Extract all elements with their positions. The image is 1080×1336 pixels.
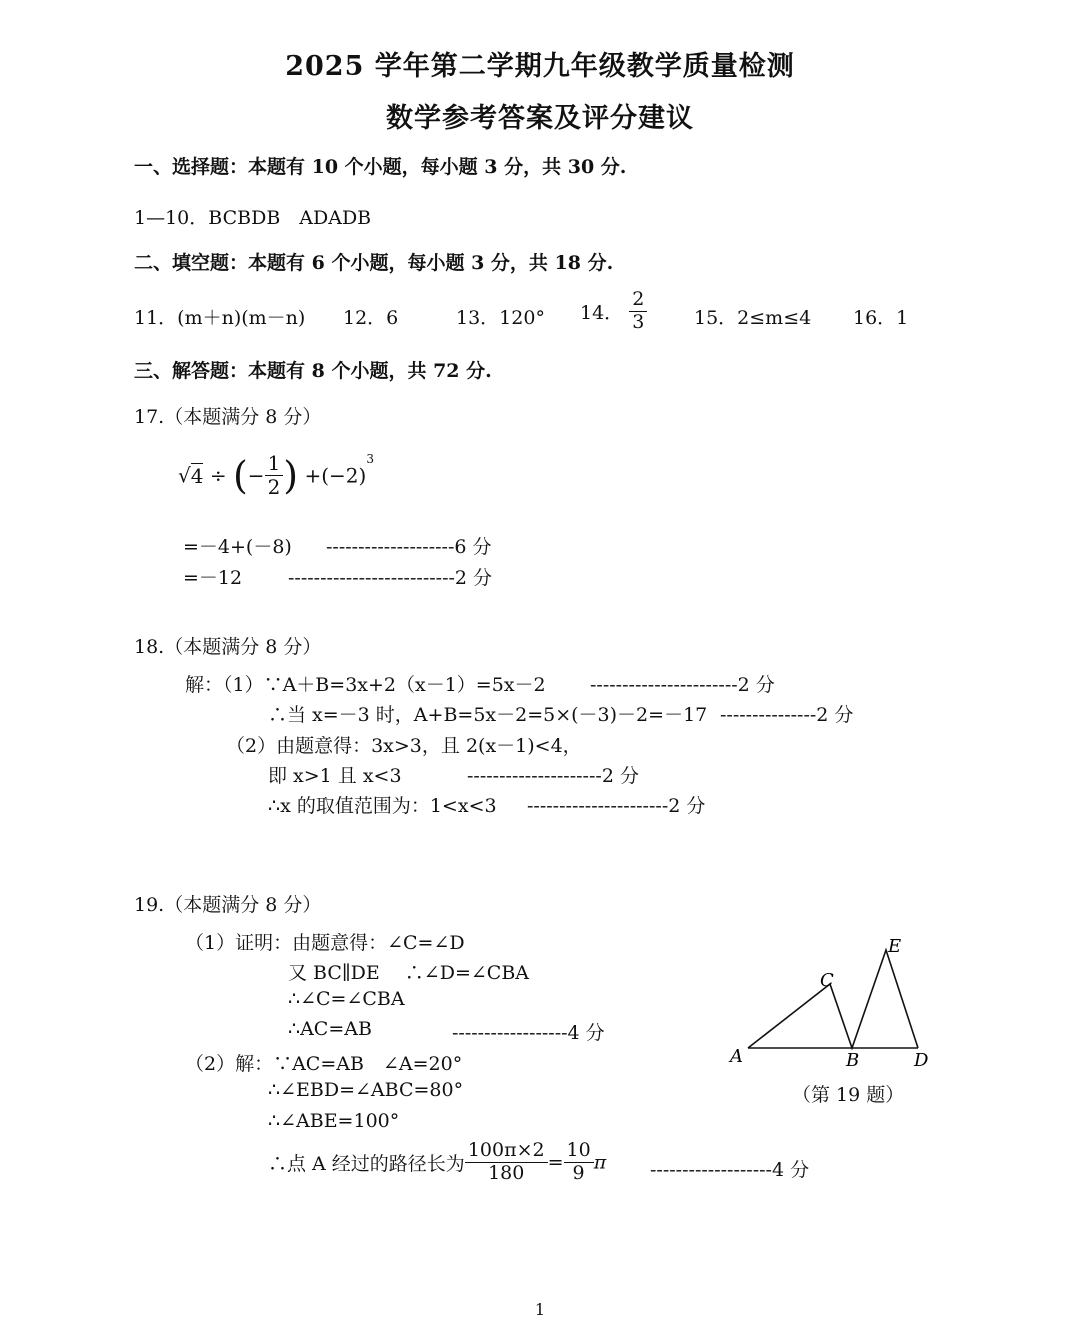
q18-line4-score: ---------------------2 分	[467, 765, 639, 787]
section3-heading: 三、解答题：本题有 8 个小题，共 72 分.	[134, 360, 492, 382]
point-label-B: B	[846, 1050, 860, 1070]
q18-line1-score: -----------------------2 分	[590, 674, 775, 696]
q19-line4-score: ------------------4 分	[452, 1022, 605, 1044]
answer-q16: 16．1	[853, 307, 909, 329]
q17-step2-score: --------------------------2 分	[288, 567, 493, 589]
sqrt-radicand: 4	[190, 463, 204, 488]
fraction-numerator: 10	[564, 1140, 594, 1163]
q17-exponent: 3	[366, 452, 374, 466]
answer-q14-label: 14．	[580, 301, 624, 324]
q19-line7: ∴∠ABE=100°	[268, 1110, 400, 1132]
page-title: 2025 学年第二学期九年级教学质量检测	[285, 51, 795, 82]
q19-line2: 又 BC∥DE ∴∠D=∠CBA	[288, 962, 530, 984]
q19-fraction-1	[465, 1140, 548, 1185]
answer-q11: 11．(m＋n)(m－n)	[134, 307, 306, 329]
answer-q14	[580, 289, 647, 334]
q18-line3: （2）由题意得：3x>3，且 2(x－1)<4，	[226, 735, 582, 757]
q19-title: 19.（本题满分 8 分）	[134, 894, 322, 916]
sqrt-sign: √4	[178, 463, 204, 488]
fraction-denominator: 9	[572, 1161, 585, 1184]
fraction-numerator: 2	[629, 289, 647, 312]
answer-q13: 13．120°	[456, 307, 545, 329]
q19-line5: （2）解：∵AC=AB ∠A=20°	[185, 1053, 463, 1075]
q17-expression-tail: +(−2)	[304, 463, 367, 488]
equals-sign: =	[547, 1151, 564, 1174]
q17-expression	[178, 452, 374, 499]
fraction-numerator: 1	[265, 452, 284, 476]
q19-line8-text: ∴点 A 经过的路径长为	[268, 1152, 465, 1175]
left-paren: (	[232, 453, 248, 498]
q17-step2: =－12	[183, 567, 243, 589]
answer-q14-fraction	[629, 289, 647, 334]
page-number: 1	[534, 1300, 546, 1319]
minus-sign: −	[247, 463, 265, 488]
point-label-D: D	[914, 1050, 929, 1070]
q18-line5: ∴x 的取值范围为：1<x<3	[268, 795, 497, 817]
section1-answers: 1—10．BCBDB ADADB	[134, 207, 372, 229]
q18-line2: ∴当 x=－3 时，A+B=5x－2=5×(－3)－2=－17	[268, 704, 708, 726]
divide-sign: ÷	[209, 463, 227, 488]
point-label-A: A	[730, 1046, 743, 1067]
q19-line4: ∴AC=AB	[288, 1018, 372, 1040]
q18-title: 18.（本题满分 8 分）	[134, 636, 322, 658]
q17-fraction	[265, 452, 284, 499]
answer-q15: 15．2≤m≤4	[694, 307, 812, 329]
figure-caption: （第 19 题）	[792, 1084, 905, 1106]
point-label-C: C	[820, 970, 834, 991]
answer-q12: 12．6	[343, 307, 399, 329]
fraction-denominator: 180	[488, 1161, 525, 1184]
q19-line1: （1）证明：由题意得：∠C=∠D	[185, 932, 465, 954]
q17-title: 17.（本题满分 8 分）	[134, 406, 322, 428]
q19-fraction-2	[564, 1140, 594, 1185]
section2-heading: 二、填空题：本题有 6 个小题，每小题 3 分，共 18 分.	[134, 252, 614, 274]
right-paren: )	[283, 453, 299, 498]
q18-line4: 即 x>1 且 x<3	[268, 765, 402, 787]
pi-symbol: π	[593, 1151, 607, 1174]
q19-line8-score: -------------------4 分	[650, 1159, 810, 1181]
q18-line1: 解：（1）∵A＋B=3x+2（x－1）=5x－2	[185, 674, 546, 696]
section1-heading: 一、选择题：本题有 10 个小题，每小题 3 分，共 30 分.	[134, 156, 627, 178]
fraction-denominator: 2	[267, 475, 281, 499]
q19-line8	[268, 1140, 606, 1185]
page-subtitle: 数学参考答案及评分建议	[386, 103, 694, 134]
fraction-numerator: 100π×2	[465, 1140, 548, 1163]
q17-step1: =－4+(－8)	[183, 536, 292, 558]
q19-figure	[720, 930, 960, 1070]
q19-line3: ∴∠C=∠CBA	[288, 988, 405, 1010]
q18-line2-score: ---------------2 分	[720, 704, 854, 726]
point-label-E: E	[888, 936, 902, 957]
q19-line6: ∴∠EBD=∠ABC=80°	[268, 1079, 464, 1101]
q17-step1-score: --------------------6 分	[326, 536, 492, 558]
fraction-denominator: 3	[632, 310, 645, 333]
triangle-lines	[748, 950, 918, 1048]
q18-line5-score: ----------------------2 分	[527, 795, 706, 817]
